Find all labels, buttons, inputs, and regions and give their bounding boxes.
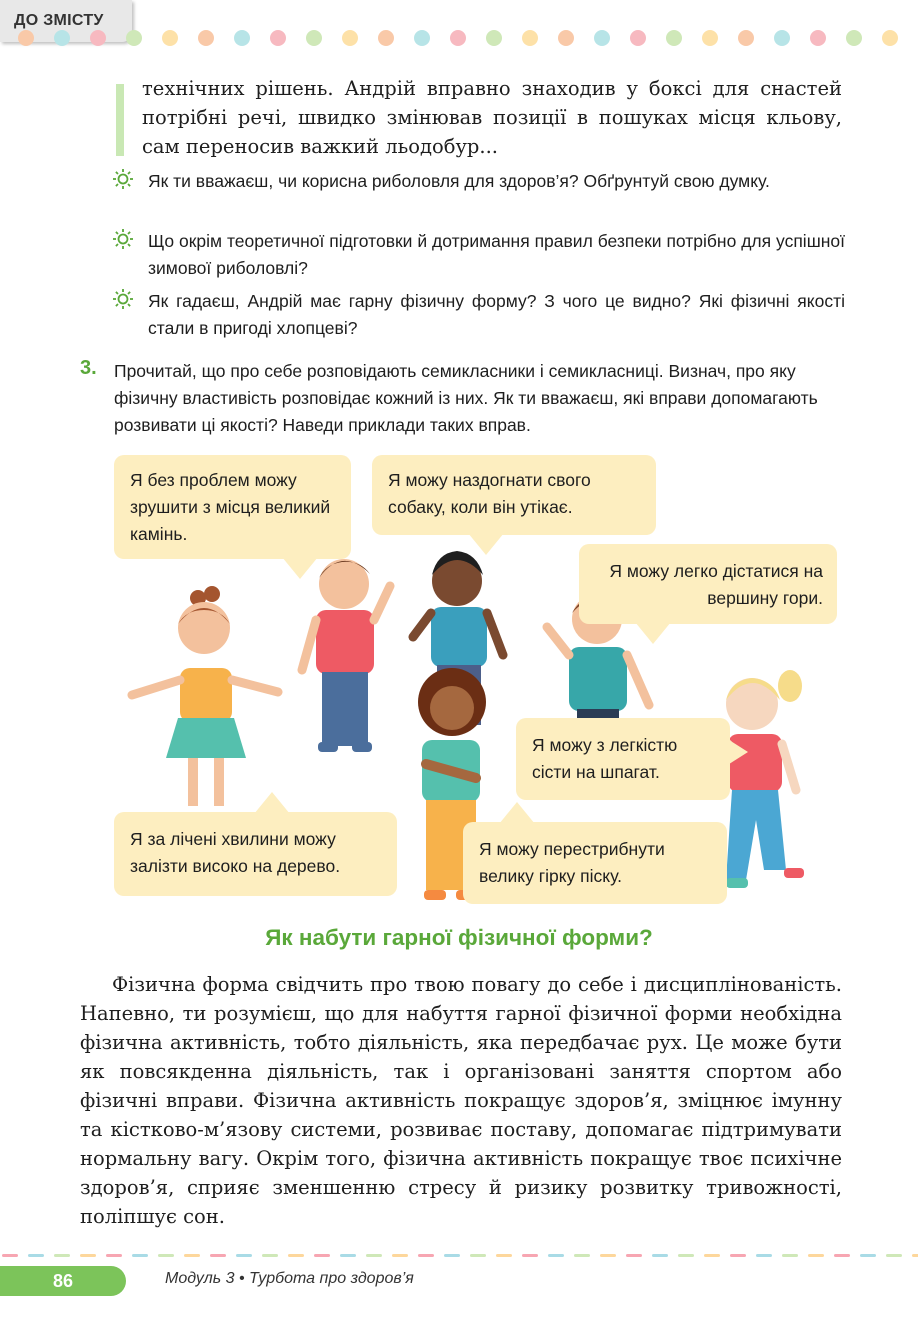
- decorative-dash: [80, 1254, 96, 1257]
- question-text: Що окрім теоретичної підготовки й дотримання правил безпеки потрібно для успішної зимової риболовлі?: [148, 231, 845, 278]
- decorative-dot: [630, 30, 646, 46]
- decorative-dot: [378, 30, 394, 46]
- decorative-dot: [306, 30, 322, 46]
- decorative-dot: [702, 30, 718, 46]
- decorative-dot: [486, 30, 502, 46]
- decorative-dash: [522, 1254, 538, 1257]
- decorative-dash: [28, 1254, 44, 1257]
- speech-bubble-speed: [372, 455, 656, 535]
- decorative-dot: [846, 30, 862, 46]
- decorative-dash: [444, 1254, 460, 1257]
- decorative-dash: [106, 1254, 122, 1257]
- decorative-dash: [54, 1254, 70, 1257]
- sun-bullet-icon: [112, 228, 134, 250]
- decorative-dot: [522, 30, 538, 46]
- decorative-dash: [392, 1254, 408, 1257]
- decorative-dot: [558, 30, 574, 46]
- decorative-dash: [574, 1254, 590, 1257]
- decorative-dash: [548, 1254, 564, 1257]
- decorative-dash: [470, 1254, 486, 1257]
- decorative-dash: [860, 1254, 876, 1257]
- decorative-dash: [834, 1254, 850, 1257]
- speech-bubble-text: Я можу перестрибнути велику гірку піску.: [479, 839, 665, 886]
- quote-bar: [116, 84, 124, 156]
- decorative-dash: [782, 1254, 798, 1257]
- decorative-dash: [184, 1254, 200, 1257]
- section-heading: Як набути гарної фізичної форми?: [265, 925, 653, 950]
- decorative-dot: [270, 30, 286, 46]
- speech-bubble-strength: [114, 455, 351, 559]
- decorative-dot: [18, 30, 34, 46]
- speech-bubble-text: Я за лічені хвилини можу залізти високо на дерево.: [130, 829, 341, 876]
- speech-bubble-text: Я можу легко дістатися на вершину гори.: [609, 561, 823, 608]
- girl-yellow-shirt: [132, 586, 278, 806]
- decorative-dash: [730, 1254, 746, 1257]
- decorative-dash: [236, 1254, 252, 1257]
- decorative-dash: [678, 1254, 694, 1257]
- speech-bubble-agility: [114, 812, 397, 896]
- table-of-contents-label: ДО ЗМІСТУ: [14, 12, 104, 29]
- decorative-dash: [600, 1254, 616, 1257]
- sun-bullet-icon: [112, 168, 134, 190]
- decorative-dash: [210, 1254, 226, 1257]
- decorative-dash: [496, 1254, 512, 1257]
- question-text: Як гадаєш, Андрій має гарну фізичну форму? З чого це видно? Які фізичні якості стали в пригоді хлопцеві?: [148, 291, 845, 338]
- decorative-dot: [810, 30, 826, 46]
- task-text: Прочитай, що про себе розповідають семикласники і семикласниці. Визнач, про яку фізичну властивість розповідає кожний із них. Як ти вважаєш, які вправи допомагають розвивати ці якості? Наведи приклади таких вправ.: [114, 361, 818, 435]
- question-text: Як ти вважаєш, чи корисна риболовля для здоров’я? Обґрунтуй свою думку.: [148, 171, 770, 191]
- section-body-text: Фізична форма свідчить про твою повагу до себе і дисциплінованість. Напевно, ти розумієш, що для набуття гарної фізичної форми необхідна фізична активність, тобто діяльність, яка передбачає рух. Це може бути як повсякденна діяльність, так і організовані заняття спортом або фізичні вправи. Фізична активність покращує здоров’я, зміцнює імунну та кістково-м’язову системи, розвиває поставу, допомагає підтримувати нормальну вагу. Окрім того, фізична активність покращує твоє психічне здоров’я, сприяє зменшенню стресу й ризику розвитку тривожності, поліпшує сон.: [80, 973, 842, 1228]
- decorative-dot: [450, 30, 466, 46]
- speech-bubble-text: Я без проблем можу зрушити з місця великий камінь.: [130, 470, 331, 544]
- decorative-dash-row: [0, 1253, 918, 1259]
- decorative-dot: [738, 30, 754, 46]
- decorative-dot: [882, 30, 898, 46]
- decorative-dot: [162, 30, 178, 46]
- decorative-dash: [912, 1254, 918, 1257]
- decorative-dash: [262, 1254, 278, 1257]
- decorative-dash: [652, 1254, 668, 1257]
- decorative-dash: [366, 1254, 382, 1257]
- decorative-dot: [234, 30, 250, 46]
- decorative-dot: [414, 30, 430, 46]
- decorative-dash: [756, 1254, 772, 1257]
- decorative-dash: [2, 1254, 18, 1257]
- decorative-dot: [342, 30, 358, 46]
- decorative-dot: [54, 30, 70, 46]
- decorative-dash: [886, 1254, 902, 1257]
- decorative-dots-row: [0, 27, 918, 49]
- speech-bubble-text: Я можу наздогнати свого собаку, коли він утікає.: [388, 470, 591, 517]
- speech-bubble-text: Я можу з легкістю сісти на шпагат.: [532, 735, 678, 782]
- speech-bubble-endurance: [579, 544, 837, 624]
- decorative-dash: [314, 1254, 330, 1257]
- page-number: 86: [0, 1266, 126, 1296]
- decorative-dot: [594, 30, 610, 46]
- decorative-dash: [132, 1254, 148, 1257]
- decorative-dot: [666, 30, 682, 46]
- decorative-dash: [418, 1254, 434, 1257]
- footer-module-title: Модуль 3 • Турбота про здоров’я: [165, 1270, 414, 1287]
- boy-red-shirt: [302, 559, 390, 752]
- sun-bullet-icon: [112, 288, 134, 310]
- task-number: 3.: [80, 357, 97, 379]
- speech-bubble-jumping: [463, 822, 727, 904]
- decorative-dash: [626, 1254, 642, 1257]
- decorative-dot: [774, 30, 790, 46]
- decorative-dot: [126, 30, 142, 46]
- decorative-dash: [158, 1254, 174, 1257]
- decorative-dash: [340, 1254, 356, 1257]
- decorative-dash: [704, 1254, 720, 1257]
- speech-bubble-flexibility: [516, 718, 730, 800]
- decorative-dot: [198, 30, 214, 46]
- decorative-dash: [288, 1254, 304, 1257]
- decorative-dot: [90, 30, 106, 46]
- story-excerpt: технічних рішень. Андрій вправно знаходив у боксі для снастей потрібні речі, швидко змінював позиції в пошуках місця кльову, сам переносив важкий льодобур...: [142, 77, 842, 158]
- decorative-dash: [808, 1254, 824, 1257]
